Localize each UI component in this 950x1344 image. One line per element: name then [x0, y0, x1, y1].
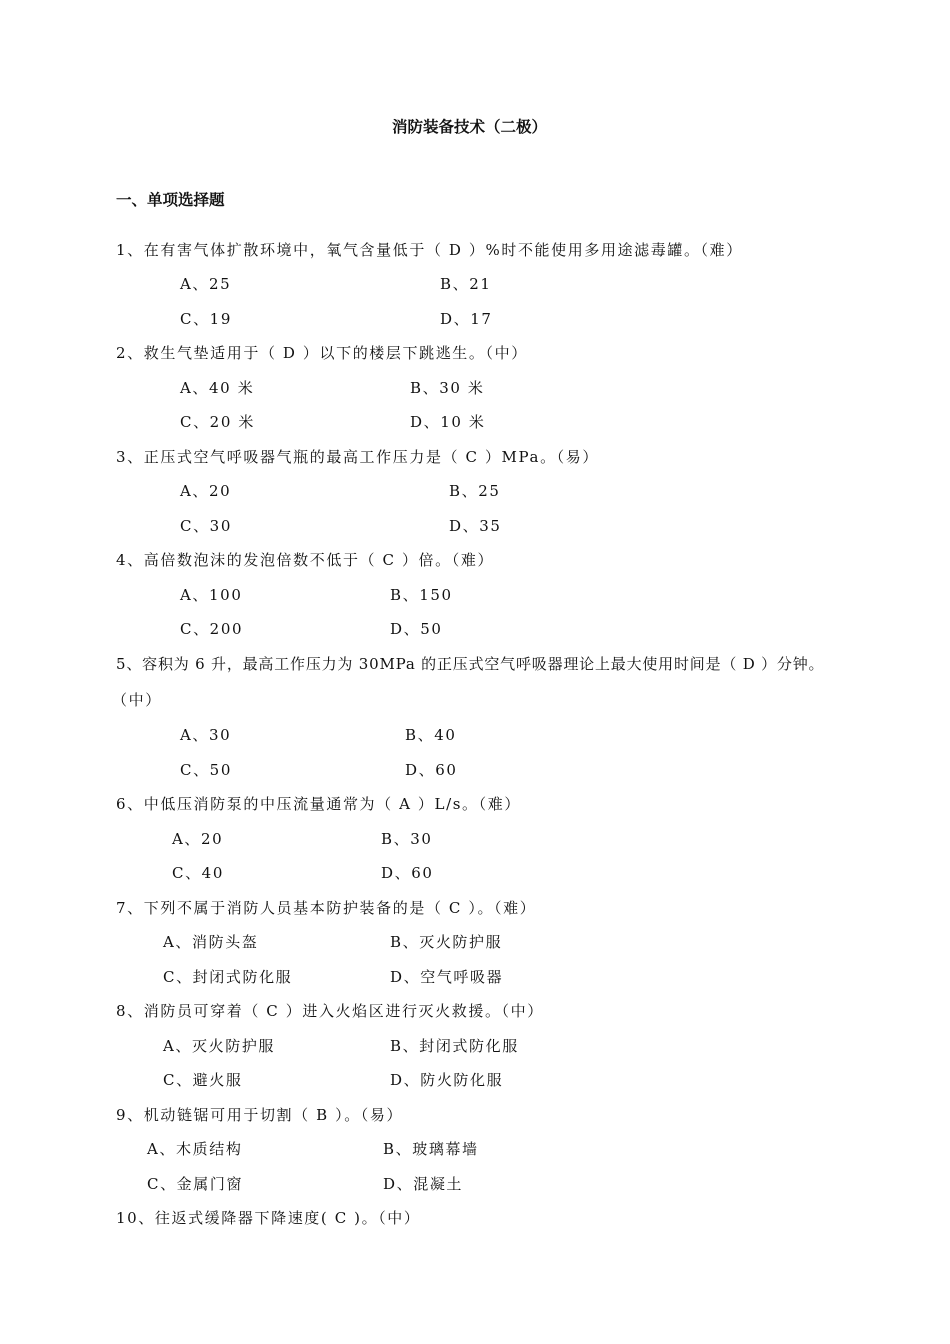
option-8c: C、避火服 [163, 1071, 243, 1089]
option-4b: B、150 [390, 586, 453, 604]
option-3c: C、30 [180, 517, 232, 535]
option-6c: C、40 [172, 864, 224, 882]
option-2a: A、40 米 [180, 379, 255, 397]
question-1: 1、在有害气体扩散环境中，氧气含量低于（ D ）%时不能使用多用途滤毒罐。（难） [116, 241, 743, 259]
question-10: 10、往返式缓降器下降速度( C )。（中） [116, 1209, 421, 1227]
option-1d: D、17 [440, 310, 493, 328]
option-9c: C、金属门窗 [147, 1175, 244, 1193]
option-6d: D、60 [381, 864, 434, 882]
option-7a: A、消防头盔 [163, 933, 259, 951]
option-7c: C、封闭式防化服 [163, 968, 293, 986]
option-1c: C、19 [180, 310, 232, 328]
question-8: 8、消防员可穿着（ C ）进入火焰区进行灭火救援。（中） [116, 1002, 544, 1020]
question-3: 3、正压式空气呼吸器气瓶的最高工作压力是（ C ）MPa。（易） [116, 448, 599, 466]
option-5c: C、50 [180, 761, 232, 779]
option-2b: B、30 米 [410, 379, 485, 397]
option-4a: A、100 [180, 586, 243, 604]
option-1b: B、21 [440, 275, 492, 293]
question-6: 6、中低压消防泵的中压流量通常为（ A ）L/s。（难） [116, 795, 521, 813]
option-7b: B、灭火防护服 [390, 933, 503, 951]
option-3a: A、20 [180, 482, 232, 500]
option-2c: C、20 米 [180, 413, 255, 431]
option-6b: B、30 [381, 830, 433, 848]
question-2: 2、救生气垫适用于（ D ）以下的楼层下跳逃生。（中） [116, 344, 528, 362]
option-1a: A、25 [180, 275, 232, 293]
option-9d: D、混凝土 [383, 1175, 464, 1193]
option-5a: A、30 [180, 726, 232, 744]
option-3d: D、35 [449, 517, 502, 535]
option-5b: B、40 [405, 726, 457, 744]
option-2d: D、10 米 [410, 413, 486, 431]
question-4: 4、高倍数泡沫的发泡倍数不低于（ C ）倍。（难） [116, 551, 495, 569]
option-7d: D、空气呼吸器 [390, 968, 504, 986]
question-5: 5、容积为 6 升，最高工作压力为 30MPa 的正压式空气呼吸器理论上最大使用时间是（ D ）分钟。 [116, 655, 825, 673]
option-8b: B、封闭式防化服 [390, 1037, 519, 1055]
option-5d: D、60 [405, 761, 458, 779]
option-8d: D、防火防化服 [390, 1071, 504, 1089]
option-3b: B、25 [449, 482, 501, 500]
option-9a: A、木质结构 [147, 1140, 243, 1158]
option-9b: B、玻璃幕墙 [383, 1140, 479, 1158]
option-4c: C、200 [180, 620, 244, 638]
section-heading: 一、单项选择题 [116, 190, 225, 209]
question-7: 7、下列不属于消防人员基本防护装备的是（ C ）。（难） [116, 899, 537, 917]
option-6a: A、20 [172, 830, 224, 848]
question-9: 9、机动链锯可用于切割（ B ）。（易） [116, 1106, 404, 1124]
document-title: 消防装备技术（二极） [392, 117, 548, 136]
option-8a: A、灭火防护服 [163, 1037, 276, 1055]
question-5-difficulty: （中） [112, 691, 162, 709]
option-4d: D、50 [390, 620, 443, 638]
